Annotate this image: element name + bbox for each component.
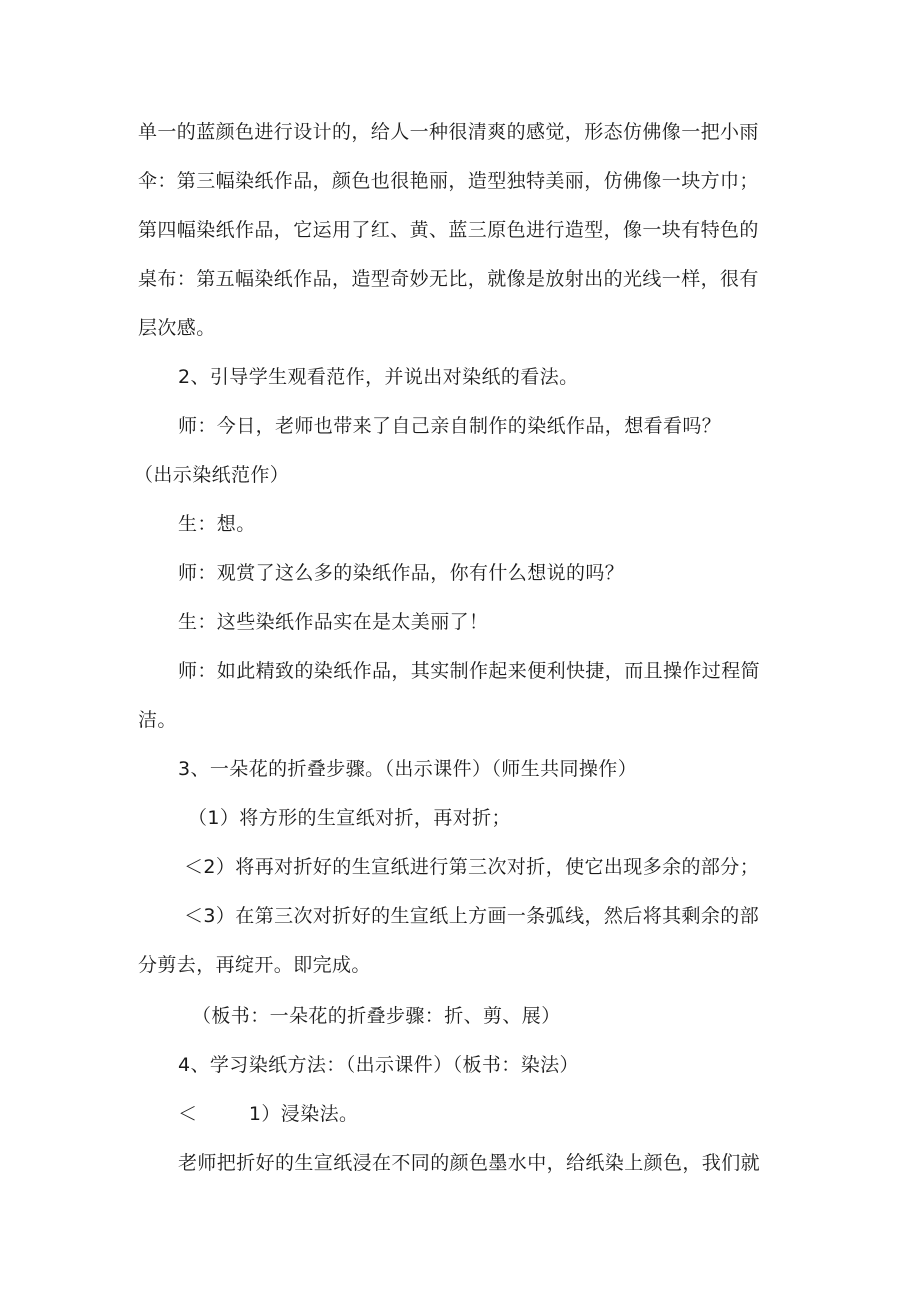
text-line-1: 单一的蓝颜色进行设计的，给人一种很清爽的感觉，形态仿佛像一把小雨 — [138, 121, 759, 143]
step-2: ＜2）将再对折好的生宣纸进行第三次对折，使它出现多余的部分； — [184, 856, 760, 878]
method-1: ＜ 1）浸染法。 — [178, 1103, 359, 1125]
blackboard-note-1: （板书：一朵花的折叠步骤：折、剪、展） — [192, 1005, 561, 1027]
step-1: （1）将方形的生宣纸对折，再对折； — [188, 807, 511, 829]
text-line-2: 伞：第三幅染纸作品，颜色也很艳丽，造型独特美丽，仿佛像一块方巾； — [138, 170, 759, 192]
text-line-9: 生：想。 — [178, 513, 256, 535]
text-line-22: 老师把折好的生宣纸浸在不同的颜色墨水中，给纸染上颜色，我们就 — [178, 1152, 761, 1174]
text-line-18: 分剪去，再绽开。即完成。 — [138, 954, 371, 976]
section-heading-4: 4、学习染纸方法：（出示课件）（板书：染法） — [178, 1054, 579, 1076]
text-line-10: 师：观赏了这么多的染纸作品，你有什么想说的吗？ — [178, 562, 625, 584]
text-line-7: 师：今日，老师也带来了自己亲自制作的染纸作品，想看看吗？ — [178, 415, 722, 437]
text-line-4: 桌布：第五幅染纸作品，造型奇妙无比，就像是放射出的光线一样，很有 — [138, 268, 759, 290]
section-heading-2: 2、引导学生观看范作，并说出对染纸的看法。 — [178, 366, 579, 388]
text-line-8: （出示染纸范作） — [134, 464, 290, 486]
text-line-12: 师：如此精致的染纸作品，其实制作起来便利快捷，而且操作过程简 — [178, 660, 761, 682]
text-line-5: 层次感。 — [138, 317, 216, 339]
text-line-11: 生：这些染纸作品实在是太美丽了！ — [178, 611, 489, 633]
section-heading-3: 3、一朵花的折叠步骤。（出示课件）（师生共同操作） — [178, 758, 638, 780]
text-line-13: 洁。 — [138, 709, 177, 731]
step-3: ＜3）在第三次对折好的生宣纸上方画一条弧线，然后将其剩余的部 — [184, 905, 760, 927]
text-line-3: 第四幅染纸作品，它运用了红、黄、蓝三原色进行造型，像一块有特色的 — [138, 219, 759, 241]
